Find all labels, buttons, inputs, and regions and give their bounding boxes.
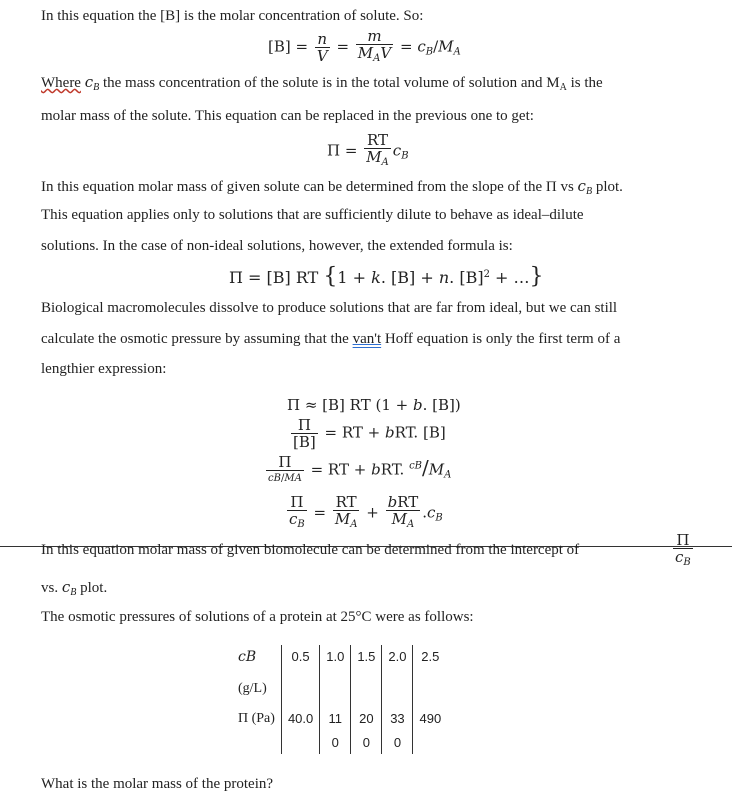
table-cell: 20 xyxy=(351,701,382,731)
where-word: Where xyxy=(41,75,81,91)
table-cell: 0 xyxy=(320,731,351,754)
table-cell: 0 xyxy=(382,731,413,754)
text-line-5: This equation applies only to solutions that are sufficiently dilute to behave as ideal–dilute xyxy=(41,207,584,223)
text-line-1: In this equation the [B] is the molar concentration of solute. So: xyxy=(41,8,424,24)
text-line-2: Where $c_B$ the mass concentration of the solute is in the total volume of solution and $M_A$ is the xyxy=(41,73,603,93)
table-cell xyxy=(281,731,319,754)
table-cell: 0.5 xyxy=(281,645,319,669)
equation-osmotic-pressure: Π = $\frac{RT}{M_A}$ $c_B$ xyxy=(327,132,409,171)
equation-approx: Π ≈ [B] RT (1 + b. [B]) xyxy=(287,396,461,414)
table-cell: 1.0 xyxy=(320,645,351,669)
equation-extended: Π = [B] RT {1 + k. [B] + n. $[B]^2$ + …} xyxy=(229,264,544,289)
text-line-4: In this equation molar mass of given solute can be determined from the slope of the Π vs $c_B$ plot. xyxy=(41,177,623,197)
table-cell: 33 xyxy=(382,701,413,731)
text-line-9: lengthier expression: xyxy=(41,361,167,377)
text-line-3: molar mass of the solute. This equation can be replaced in the previous one to get: xyxy=(41,108,534,124)
table-row xyxy=(232,645,447,669)
text-line-11: vs. $c_B$ plot. xyxy=(41,578,108,598)
table-row xyxy=(232,731,447,754)
table-cell: 2.0 xyxy=(382,645,413,669)
equation-pi-over-cb: $\frac{\Pi}{c_B}$ xyxy=(671,532,695,571)
cb-unit: (g/L) xyxy=(232,669,281,701)
osmotic-pressure-table xyxy=(232,645,447,754)
table-cell: 2.5 xyxy=(421,649,440,664)
question-text: What is the molar mass of the protein? xyxy=(41,776,274,792)
text-line-7: Biological macromolecules dissolve to produce solutions that are far from ideal, but we can still xyxy=(41,300,618,316)
cb-label: cB xyxy=(232,645,281,669)
equation-step-3: $\frac{\Pi}{cB/MA}$ = RT + bRT. $^{cB}/M_A$ xyxy=(264,454,451,487)
equation-step-4: $\frac{\Pi}{c_B}$ = $\frac{RT}{M_A}$ + $\frac{\text{bRT}}{M_A}$ $.c_B$ xyxy=(285,494,443,533)
table-cell: 1.5 xyxy=(351,645,382,669)
table-row xyxy=(232,701,447,731)
table-cell xyxy=(413,731,447,754)
text-line-10: In this equation molar mass of given biomolecule can be determined from the intercept of xyxy=(41,542,580,558)
equation-step-2: $\frac{\Pi}{[B]}$ = RT + bRT. [B] xyxy=(293,416,446,451)
text-line-8: calculate the osmotic pressure by assuming that the van't Hoff equation is only the first term of a xyxy=(41,331,621,347)
text-line-12: The osmotic pressures of solutions of a protein at 25°C were as follows: xyxy=(41,609,474,625)
text-line-6: solutions. In the case of non-ideal solutions, however, the extended formula is: xyxy=(41,238,513,254)
pi-label: Π (Pa) xyxy=(232,701,281,731)
table-cell: 40.0 xyxy=(281,701,319,731)
table-cell: 0 xyxy=(351,731,382,754)
table-cell: 11 xyxy=(320,701,351,731)
table-row xyxy=(232,669,447,701)
table-cell: 490 xyxy=(419,711,442,726)
equation-molar-concentration: [B] = $\frac{n}{V}$ = $\frac{m}{M_AV}$ = $c_B/M_A$ xyxy=(268,27,461,65)
